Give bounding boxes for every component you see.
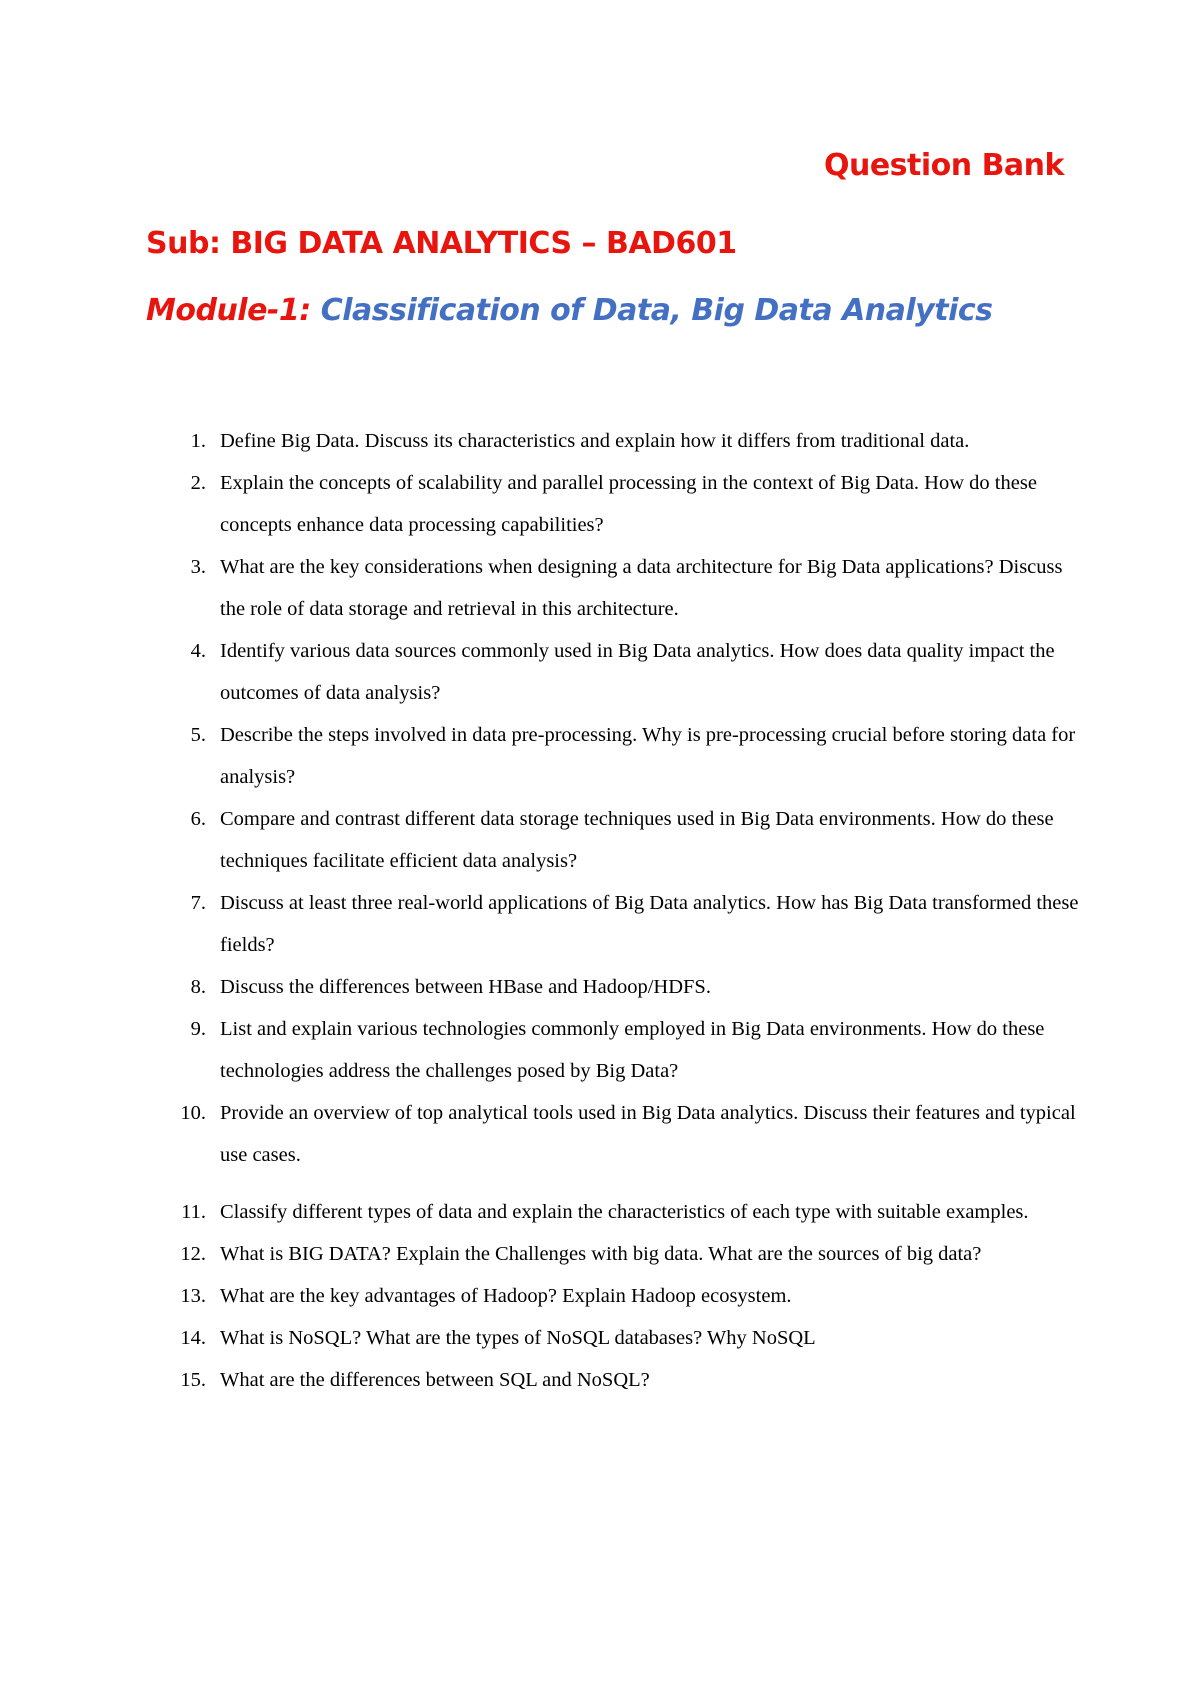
question-text: Compare and contrast different data storage techniques used in Big Data environments. How do these techniques facilitate efficient data analysis? [220,808,1054,872]
question-text: What is BIG DATA? Explain the Challenges with big data. What are the sources of big data? [220,1243,982,1265]
subject-title: Sub: BIG DATA ANALYTICS – BAD601 [146,226,737,261]
question-item [0,1092,1080,1176]
question-number: 2. [190,472,206,494]
question-number: 4. [190,640,206,662]
question-item [0,462,1080,546]
question-number: 14. [180,1327,206,1349]
question-item [0,1191,1080,1233]
question-bank-title: Question Bank [823,148,1064,183]
module-prefix: Module-1: [146,293,321,328]
question-item [0,882,1080,966]
question-text: Define Big Data. Discuss its characteristics and explain how it differs from traditional data. [220,430,970,452]
question-text: List and explain various technologies commonly employed in Big Data environments. How do these technologies address the challenges posed by Big Data? [220,1018,1045,1082]
question-item [0,1233,1080,1275]
question-item [0,630,1080,714]
question-item [0,966,1080,1008]
question-item [0,420,1080,462]
question-text: What is NoSQL? What are the types of NoSQL databases? Why NoSQL [220,1327,816,1349]
question-text: What are the differences between SQL and NoSQL? [220,1369,650,1391]
question-text: Discuss at least three real-world applications of Big Data analytics. How has Big Data transformed these fields? [220,892,1079,956]
question-text: Describe the steps involved in data pre-processing. Why is pre-processing crucial before storing data for analysis? [220,724,1076,788]
question-text: Identify various data sources commonly used in Big Data analytics. How does data quality impact the outcomes of data analysis? [220,640,1055,704]
question-list [0,420,1200,1401]
question-number: 13. [180,1285,206,1307]
question-number: 10. [180,1102,206,1124]
question-number: 7. [190,892,206,914]
question-text: Classify different types of data and explain the characteristics of each type with suitable examples. [220,1201,1029,1223]
question-item [0,1275,1080,1317]
question-text: What are the key advantages of Hadoop? Explain Hadoop ecosystem. [220,1285,792,1307]
question-item [0,1359,1080,1401]
module-title [146,293,993,328]
question-number: 6. [190,808,206,830]
module-name: Classification of Data, Big Data Analytics [320,293,993,328]
question-item [0,798,1080,882]
question-text: What are the key considerations when designing a data architecture for Big Data applications? Discuss the role of data storage and retrieval in this architecture. [220,556,1063,620]
question-number: 12. [180,1243,206,1265]
question-text: Discuss the differences between HBase and Hadoop/HDFS. [220,976,711,998]
question-number: 15. [180,1369,206,1391]
question-number: 3. [190,556,206,578]
question-item [0,1317,1080,1359]
question-item [0,714,1080,798]
question-number: 1. [190,430,206,452]
question-item [0,546,1080,630]
question-number: 11. [181,1201,206,1223]
question-number: 8. [190,976,206,998]
question-item [0,1008,1080,1092]
question-text: Explain the concepts of scalability and parallel processing in the context of Big Data. How do these concepts enhance data processing capabilities? [220,472,1037,536]
question-number: 9. [190,1018,206,1040]
question-number: 5. [190,724,206,746]
question-text: Provide an overview of top analytical tools used in Big Data analytics. Discuss their features and typical use cases. [220,1102,1076,1166]
